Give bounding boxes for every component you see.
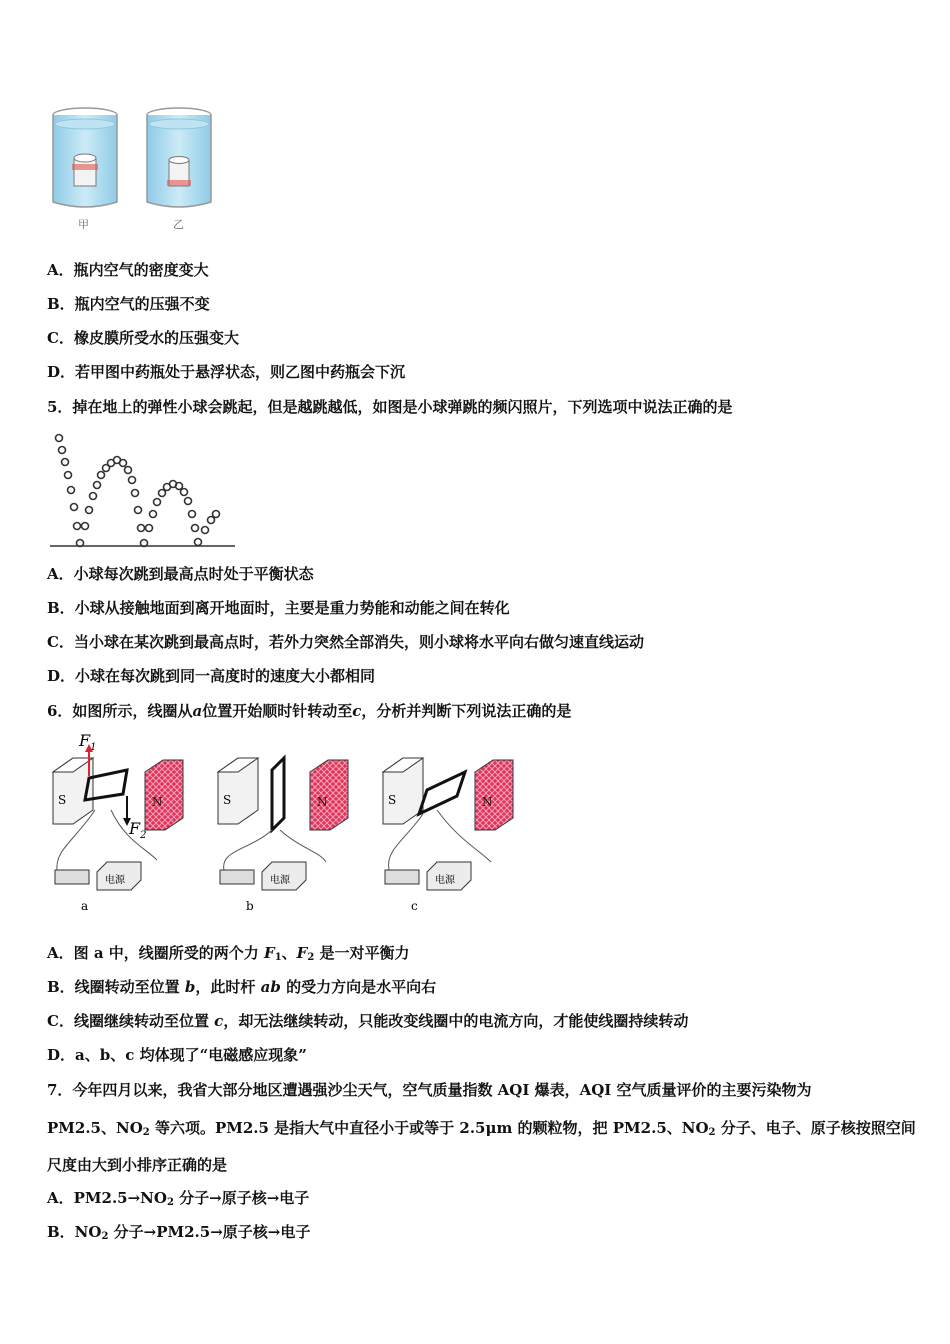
q4-option-c: C．橡皮膜所受水的压强变大 <box>47 329 239 347</box>
q6-stem-part2: 位置开始顺时针转动至 <box>202 702 353 720</box>
magnet-s-c: S <box>388 793 397 807</box>
magnet-n-a: N <box>152 795 163 809</box>
q4-option-a: A．瓶内空气的密度变大 <box>47 261 209 279</box>
q7-stem-line3: 尺度由大到小排序正确的是 <box>47 1156 228 1174</box>
q7-opt-b-part2: 分子→PM2.5→原子核→电子 <box>108 1223 311 1241</box>
q6-option-c <box>47 1011 688 1031</box>
power-c: 电源 <box>435 875 455 886</box>
q7-stem-line2 <box>47 1118 916 1143</box>
q6-opt-c-part1: C．线圈继续转动至位置 <box>47 1012 215 1030</box>
q6-option-a <box>47 943 410 968</box>
beaker-figure <box>45 100 225 235</box>
magnet-s-a: S <box>58 793 67 807</box>
force1-letter: F <box>79 731 91 750</box>
panel-label-b: b <box>246 899 254 913</box>
q7-opt-b-part1: B．NO <box>47 1223 102 1241</box>
beaker-jia <box>53 108 117 207</box>
magnet-s-b: S <box>223 793 232 807</box>
q6-stem <box>47 701 571 721</box>
panel-label-c: c <box>411 899 418 913</box>
label-jia: 甲 <box>78 218 89 231</box>
q7-opt-a-part2: 分子→原子核→电子 <box>173 1189 310 1207</box>
q6-stem-part1: 6．如图所示，线圈从 <box>47 702 193 720</box>
bouncing-ball-figure <box>45 430 240 552</box>
motor-coil-figure <box>45 730 515 920</box>
q6-opt-b-v2: ab <box>260 978 281 996</box>
q6-opt-b-part3: 的受力方向是水平向右 <box>280 978 437 996</box>
q6-stem-c: c <box>352 702 362 720</box>
q6-opt-a-mid: 、 <box>281 944 297 962</box>
q7-stem-line1: 7．今年四月以来，我省大部分地区遭遇强沙尘天气，空气质量指数 AQI 爆表，AQI 空气质量评价的主要污染物为 <box>47 1081 812 1099</box>
power-a: 电源 <box>105 875 125 886</box>
q5-option-c: C．当小球在某次跳到最高点时，若外力突然全部消失，则小球将水平向右做匀速直线运动 <box>47 633 644 651</box>
panel-b <box>218 758 348 913</box>
beaker-yi <box>147 108 211 207</box>
q6-opt-a-f2: F <box>296 944 308 962</box>
q6-option-d: D．a、b、c 均体现了“电磁感应现象” <box>47 1046 307 1064</box>
q5-option-a: A．小球每次跳到最高点时处于平衡状态 <box>47 565 314 583</box>
q6-option-b <box>47 977 436 997</box>
q6-opt-a-part2: 是一对平衡力 <box>314 944 410 962</box>
panel-c <box>383 758 513 913</box>
q7-line2-sub1: 2 <box>142 1127 150 1138</box>
q6-opt-b-part1: B．线圈转动至位置 <box>47 978 185 996</box>
q7-option-b <box>47 1222 310 1247</box>
q6-stem-a: a <box>192 702 203 720</box>
q7-line2-part3: 分子、电子、原子核按照空间 <box>715 1119 916 1137</box>
q6-opt-a-s1: 1 <box>274 952 282 963</box>
q7-opt-a-part1: A．PM2.5→NO <box>47 1189 167 1207</box>
force2-letter: F <box>129 819 141 838</box>
q7-opt-b-sub: 2 <box>101 1231 109 1242</box>
q5-option-b: B．小球从接触地面到离开地面时，主要是重力势能和动能之间在转化 <box>47 599 510 617</box>
label-yi: 乙 <box>173 218 184 231</box>
q5-option-d: D．小球在每次跳到同一高度时的速度大小都相同 <box>47 667 376 685</box>
power-b: 电源 <box>270 875 290 886</box>
q6-stem-part3: ，分析并判断下列说法正确的是 <box>361 702 572 720</box>
q6-opt-c-part2: ，却无法继续转动，只能改变线圈中的电流方向，才能使线圈持续转动 <box>223 1012 689 1030</box>
q7-line2-part1: PM2.5、NO <box>47 1119 143 1137</box>
q6-opt-a-s2: 2 <box>307 952 315 963</box>
force1-sub: 1 <box>90 742 97 753</box>
q6-opt-a-f1: F <box>264 944 275 962</box>
magnet-n-c: N <box>482 795 493 809</box>
q7-opt-a-sub: 2 <box>166 1197 174 1208</box>
magnet-n-b: N <box>317 795 328 809</box>
q4-option-b: B．瓶内空气的压强不变 <box>47 295 210 313</box>
q6-opt-b-v1: b <box>184 978 196 996</box>
q6-opt-a-part1: A．图 a 中，线圈所受的两个力 <box>47 944 265 962</box>
q4-option-d: D．若甲图中药瓶处于悬浮状态，则乙图中药瓶会下沉 <box>47 363 406 381</box>
panel-label-a: a <box>81 899 89 913</box>
q6-opt-b-part2: ，此时杆 <box>195 978 261 996</box>
force1-a <box>78 731 96 753</box>
q6-opt-c-v1: c <box>214 1012 224 1030</box>
force2-sub: 2 <box>140 830 147 841</box>
panel-a <box>53 731 183 913</box>
q7-line2-part2: 等六项。PM2.5 是指大气中直径小于或等于 2.5μm 的颗粒物，把 PM2.5、NO <box>149 1119 709 1137</box>
q7-option-a <box>47 1188 309 1213</box>
q7-line2-sub2: 2 <box>708 1127 716 1138</box>
q5-stem: 5．掉在地上的弹性小球会跳起，但是越跳越低，如图是小球弹跳的频闪照片，下列选项中说法正确的是 <box>47 398 733 416</box>
